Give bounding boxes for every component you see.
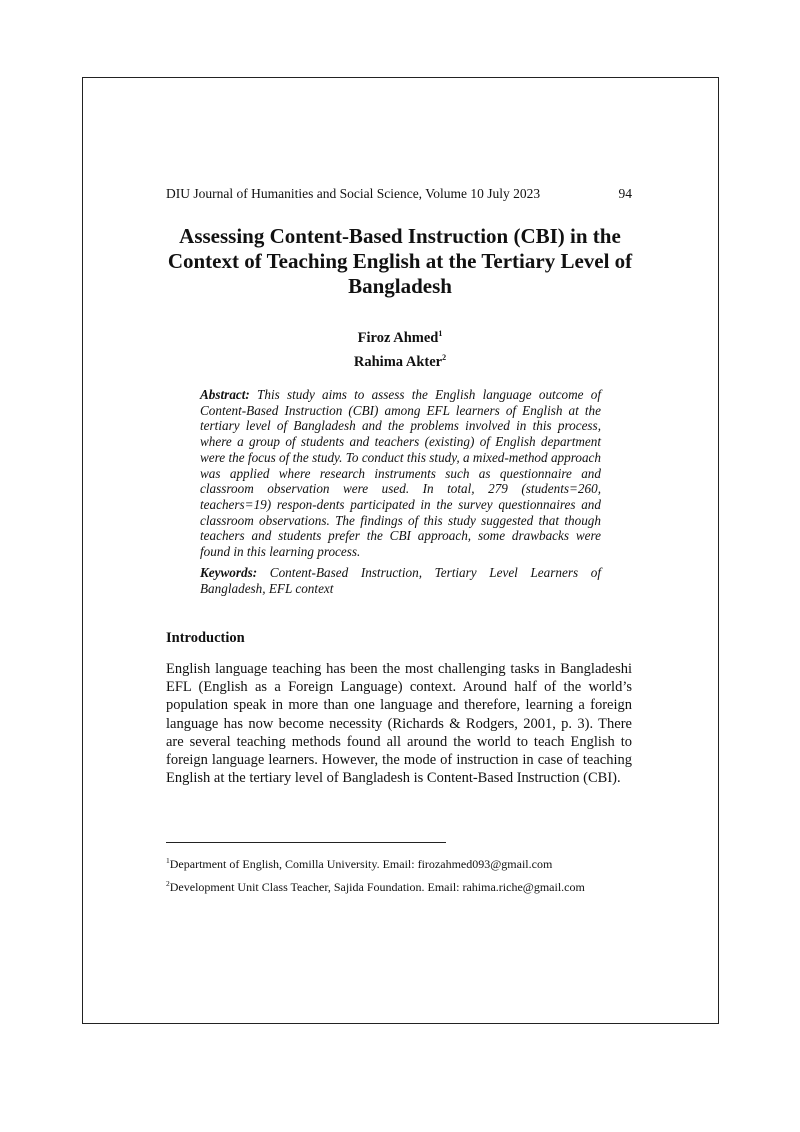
footnote-1: $^1$Department of English, Comilla University. Email: firozahmed093@gmail.com <box>166 856 553 871</box>
keywords-label: Keywords: <box>200 565 258 580</box>
introduction-heading: Introduction <box>166 630 245 646</box>
footnote-divider <box>166 842 446 843</box>
paper-title: Assessing Content-Based Instruction (CBI) in the Context of Teaching English at the Tertiary Level of Bangladesh <box>167 224 633 298</box>
abstract-label: Abstract: <box>200 387 250 402</box>
author-2: Rahima Akter$^2$ <box>353 352 447 370</box>
keywords <box>200 565 601 597</box>
running-header <box>166 186 632 202</box>
author-2-footnote-mark: 2 <box>442 352 447 362</box>
footnote-2: $^2$Development Unit Class Teacher, Sajida Foundation. Email: rahima.riche@gmail.com <box>166 879 585 894</box>
abstract <box>200 387 601 560</box>
abstract-text: This study aims to assess the English language outcome of Content-Based Instruction (CBI) among EFL learners of English at the tertiary level of Bangladesh and the problems involved in this process, where a group of students and teachers (existing) of English department were the focus of the study. To conduct this study, a mixed-method approach was applied where research instruments such as questionnaire and classroom observation were used. In total, 279 (students=260, teachers=19) respon-dents participated in the survey questionnaires and classroom observations. The findings of this study suggested that though teachers and students prefer the CBI approach, some drawbacks were found in this learning process. <box>200 387 601 560</box>
keywords-text: Content-Based Instruction, Tertiary Level Learners of Bangladesh, EFL context <box>200 565 601 596</box>
author-1: Firoz Ahmed$^1$ <box>357 329 443 346</box>
author-list <box>300 324 500 372</box>
footnotes <box>166 851 636 897</box>
introduction-paragraph: English language teaching has been the most challenging tasks in Bangladeshi EFL (English as a Foreign Language) context. Around half of the world’s population speak in more than one language and therefore, learning a foreign language has now become necessity (Richards & Rodgers, 2001, p. 3). There are several teaching methods found all around the world to teach English to foreign language learners. However, the mode of instruction in case of teaching English at the tertiary level of Bangladesh is Content-Based Instruction (CBI). <box>166 661 632 787</box>
page-number: 94 <box>618 186 632 201</box>
journal-name: DIU Journal of Humanities and Social Science, Volume 10 July 2023 <box>166 186 541 201</box>
author-1-footnote-mark: 1 <box>438 329 443 338</box>
